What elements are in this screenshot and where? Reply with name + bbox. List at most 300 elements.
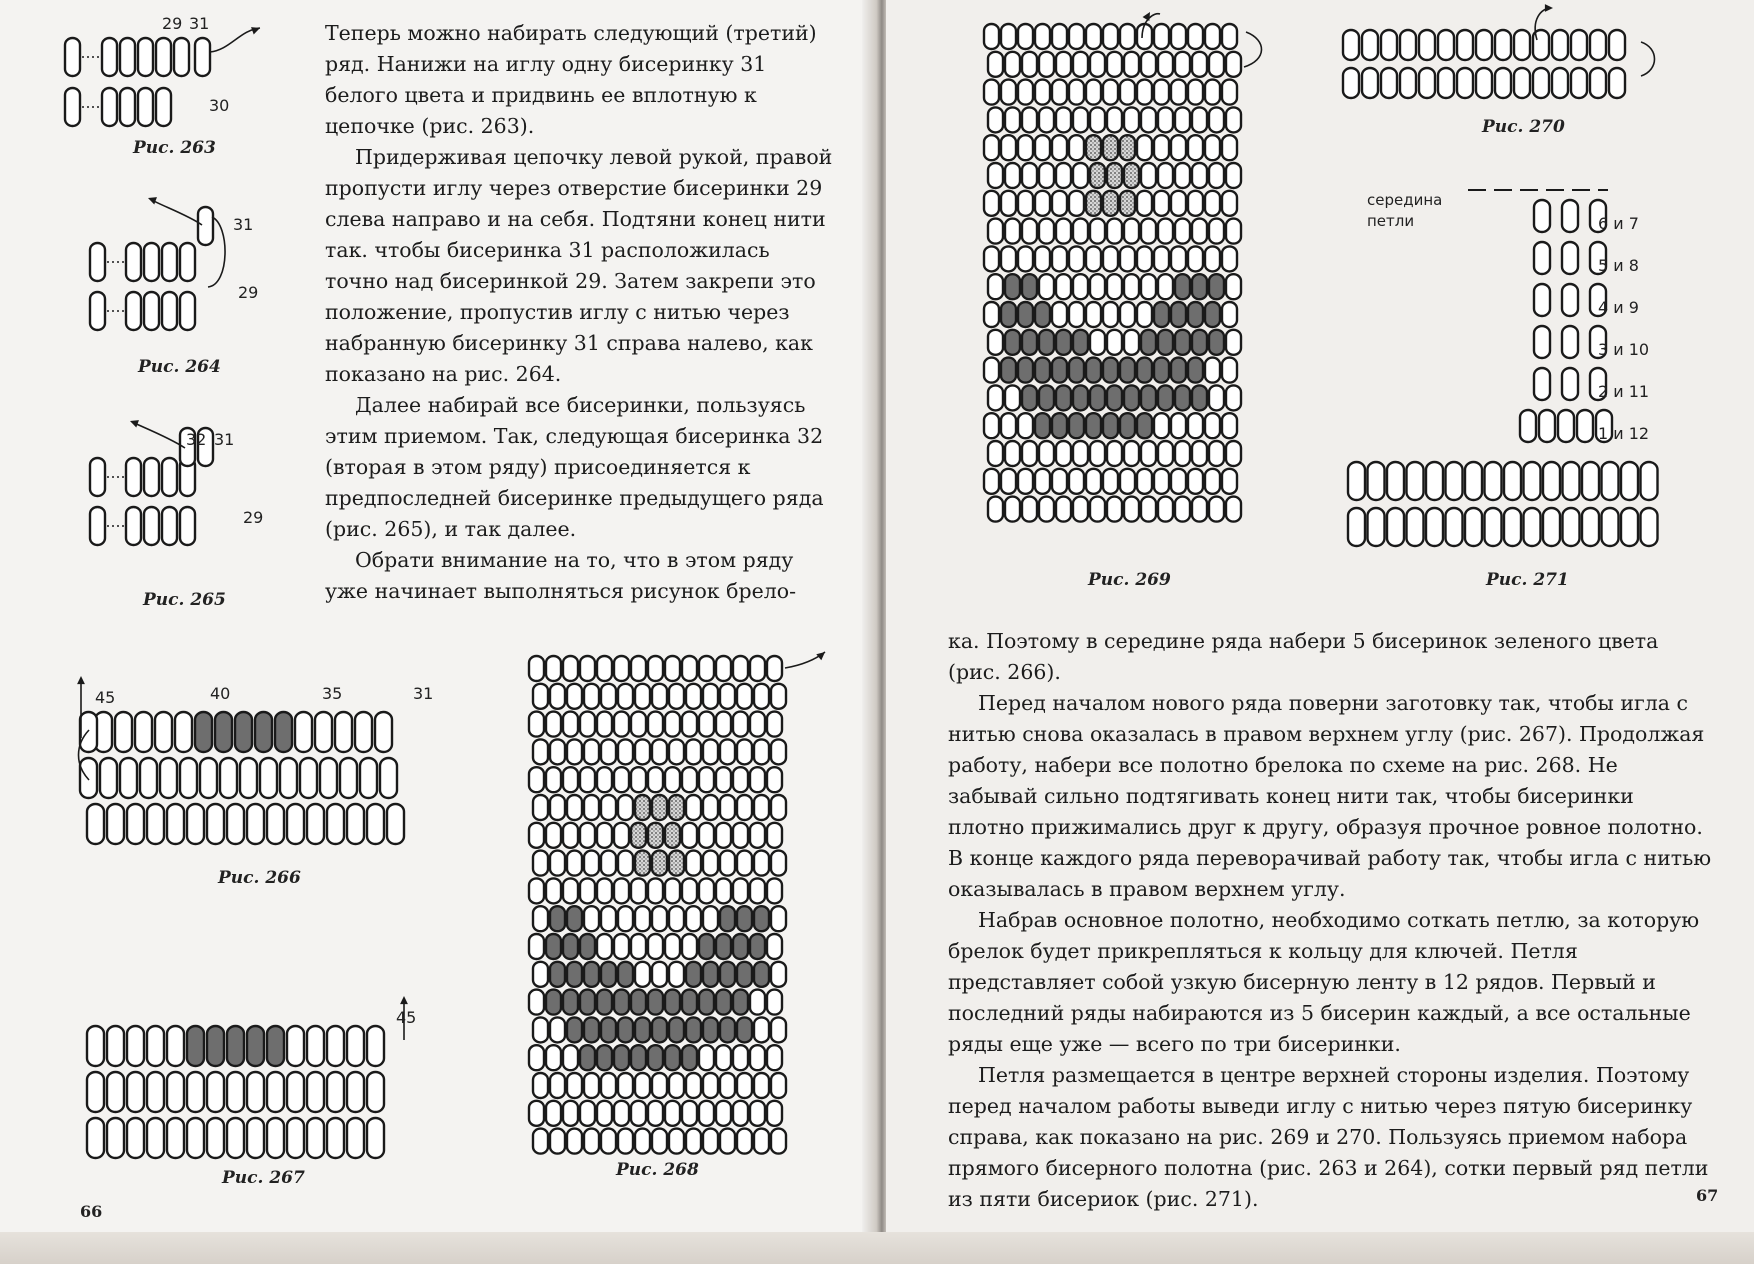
arrow-head bbox=[1143, 12, 1150, 21]
bead bbox=[1120, 135, 1135, 160]
bead bbox=[267, 1026, 284, 1066]
bead bbox=[174, 38, 189, 76]
arrow-head bbox=[251, 27, 260, 34]
bead bbox=[631, 878, 646, 903]
bead bbox=[631, 934, 646, 959]
bead bbox=[716, 823, 731, 848]
bead bbox=[635, 1129, 650, 1154]
bead bbox=[635, 739, 650, 764]
bead bbox=[1175, 441, 1190, 466]
bead bbox=[1226, 219, 1241, 244]
fig265-label-29: 29 bbox=[243, 508, 264, 527]
bead bbox=[227, 1072, 244, 1112]
bead bbox=[601, 1073, 616, 1098]
bead bbox=[1018, 24, 1033, 49]
bead bbox=[716, 878, 731, 903]
bead bbox=[1086, 469, 1101, 494]
bead bbox=[1039, 163, 1054, 188]
bead bbox=[360, 758, 377, 798]
bead bbox=[1348, 508, 1365, 546]
fig267-label-45: 45 bbox=[396, 1008, 417, 1027]
bead bbox=[563, 767, 578, 792]
bead bbox=[563, 712, 578, 737]
bead bbox=[1090, 497, 1105, 522]
bead bbox=[144, 507, 159, 545]
bead bbox=[754, 1073, 769, 1098]
bead bbox=[1107, 441, 1122, 466]
bead bbox=[1120, 302, 1135, 327]
bead bbox=[1137, 469, 1152, 494]
bead bbox=[1205, 191, 1220, 216]
bead bbox=[771, 962, 786, 987]
bead bbox=[1090, 441, 1105, 466]
bead bbox=[1018, 246, 1033, 271]
bead bbox=[703, 851, 718, 876]
figure-269 bbox=[982, 12, 1282, 557]
bead bbox=[1039, 497, 1054, 522]
bead bbox=[750, 878, 765, 903]
bead bbox=[102, 88, 117, 126]
bead bbox=[1171, 246, 1186, 271]
bead bbox=[1158, 385, 1173, 410]
bead bbox=[1534, 242, 1550, 274]
left-text-column bbox=[325, 18, 833, 607]
bead bbox=[1120, 246, 1135, 271]
bead bbox=[597, 767, 612, 792]
bead bbox=[546, 656, 561, 681]
bead bbox=[315, 712, 332, 752]
bead bbox=[1222, 413, 1237, 438]
bead bbox=[126, 458, 141, 496]
fig263-label-29: 29 bbox=[162, 14, 183, 33]
bead bbox=[1222, 24, 1237, 49]
bead bbox=[703, 684, 718, 709]
thread-line bbox=[210, 28, 260, 52]
bead bbox=[1175, 330, 1190, 355]
bead bbox=[1056, 330, 1071, 355]
bead bbox=[87, 1072, 104, 1112]
bead bbox=[1175, 497, 1190, 522]
bead bbox=[580, 767, 595, 792]
bead bbox=[160, 758, 177, 798]
bead bbox=[652, 1129, 667, 1154]
bead bbox=[1103, 358, 1118, 383]
bead bbox=[580, 656, 595, 681]
bead bbox=[1457, 30, 1473, 60]
bead bbox=[120, 758, 137, 798]
bead bbox=[584, 851, 599, 876]
bead bbox=[1103, 24, 1118, 49]
bead bbox=[631, 1045, 646, 1070]
bead bbox=[546, 823, 561, 848]
bead bbox=[1154, 358, 1169, 383]
bead bbox=[1073, 52, 1088, 77]
paragraph: ка. Поэтому в середине ряда набери 5 бисеринок зеленого цвета (рис. 266). bbox=[948, 629, 1659, 684]
bead bbox=[1120, 358, 1135, 383]
bead bbox=[1137, 302, 1152, 327]
bead bbox=[1086, 358, 1101, 383]
bead bbox=[988, 497, 1003, 522]
bead bbox=[1141, 219, 1156, 244]
bead bbox=[1552, 68, 1568, 98]
bead bbox=[703, 1129, 718, 1154]
bead bbox=[327, 1118, 344, 1158]
bead bbox=[135, 712, 152, 752]
bead bbox=[102, 38, 117, 76]
bead bbox=[1069, 413, 1084, 438]
bead bbox=[703, 1017, 718, 1042]
bead bbox=[648, 712, 663, 737]
bead bbox=[87, 804, 104, 844]
bead bbox=[580, 823, 595, 848]
bead bbox=[187, 1118, 204, 1158]
bead bbox=[1124, 163, 1139, 188]
bead bbox=[1018, 302, 1033, 327]
bead bbox=[669, 739, 684, 764]
bead bbox=[733, 767, 748, 792]
bead bbox=[1175, 107, 1190, 132]
fig269-caption: Рис. 269 bbox=[1088, 570, 1171, 590]
bead bbox=[1192, 330, 1207, 355]
bead bbox=[1590, 68, 1606, 98]
bead bbox=[669, 1073, 684, 1098]
bead bbox=[1052, 135, 1067, 160]
bead bbox=[1018, 413, 1033, 438]
bead bbox=[635, 1017, 650, 1042]
bead bbox=[614, 1101, 629, 1126]
bead bbox=[180, 758, 197, 798]
bead bbox=[771, 1017, 786, 1042]
bead bbox=[614, 990, 629, 1015]
bead bbox=[1154, 302, 1169, 327]
bead bbox=[1495, 68, 1511, 98]
bead bbox=[601, 851, 616, 876]
bead bbox=[635, 1073, 650, 1098]
bead bbox=[1226, 274, 1241, 299]
bead bbox=[750, 767, 765, 792]
bead bbox=[1154, 191, 1169, 216]
bead bbox=[699, 1045, 714, 1070]
bead bbox=[665, 1045, 680, 1070]
bead bbox=[1022, 52, 1037, 77]
bead bbox=[771, 739, 786, 764]
bead bbox=[750, 934, 765, 959]
bead bbox=[754, 962, 769, 987]
bead bbox=[1641, 508, 1658, 546]
bead bbox=[1175, 274, 1190, 299]
bead bbox=[716, 656, 731, 681]
bead bbox=[1562, 242, 1578, 274]
bead bbox=[1465, 508, 1482, 546]
bead bbox=[1090, 330, 1105, 355]
bead bbox=[1035, 302, 1050, 327]
bead bbox=[580, 1045, 595, 1070]
page-bottom-edge bbox=[0, 1232, 1754, 1264]
bead bbox=[247, 1072, 264, 1112]
bead bbox=[1457, 68, 1473, 98]
bead bbox=[1362, 68, 1378, 98]
bead bbox=[1175, 52, 1190, 77]
bead bbox=[1124, 107, 1139, 132]
bead bbox=[115, 712, 132, 752]
bead bbox=[138, 38, 153, 76]
bead bbox=[563, 878, 578, 903]
bead bbox=[156, 38, 171, 76]
bead bbox=[1476, 30, 1492, 60]
bead bbox=[648, 767, 663, 792]
bead bbox=[533, 1073, 548, 1098]
bead bbox=[367, 1026, 384, 1066]
bead bbox=[631, 767, 646, 792]
bead bbox=[652, 906, 667, 931]
bead bbox=[1039, 385, 1054, 410]
bead bbox=[584, 1017, 599, 1042]
bead bbox=[147, 1118, 164, 1158]
bead bbox=[988, 274, 1003, 299]
bead bbox=[1018, 80, 1033, 105]
bead bbox=[1137, 358, 1152, 383]
bead bbox=[652, 739, 667, 764]
bead bbox=[601, 1017, 616, 1042]
bead bbox=[1205, 413, 1220, 438]
bead bbox=[327, 1072, 344, 1112]
bead bbox=[584, 1073, 599, 1098]
bead bbox=[1001, 191, 1016, 216]
bead bbox=[162, 458, 177, 496]
bead bbox=[750, 1101, 765, 1126]
bead bbox=[287, 804, 304, 844]
bead bbox=[665, 878, 680, 903]
arrow-head bbox=[77, 676, 85, 684]
bead bbox=[300, 758, 317, 798]
bead bbox=[1073, 330, 1088, 355]
bead bbox=[533, 906, 548, 931]
bead bbox=[90, 292, 105, 330]
bead bbox=[563, 823, 578, 848]
bead bbox=[1158, 52, 1173, 77]
bead bbox=[240, 758, 257, 798]
bead bbox=[580, 878, 595, 903]
bead bbox=[307, 804, 324, 844]
thread-line bbox=[1641, 42, 1655, 76]
bead bbox=[1158, 497, 1173, 522]
bead bbox=[984, 302, 999, 327]
bead bbox=[737, 1129, 752, 1154]
bead bbox=[1086, 135, 1101, 160]
bead bbox=[529, 656, 544, 681]
bead bbox=[1226, 107, 1241, 132]
bead bbox=[533, 684, 548, 709]
bead bbox=[1602, 508, 1619, 546]
bead bbox=[1120, 191, 1135, 216]
fig271-row-label: 5 и 8 bbox=[1598, 256, 1639, 275]
bead bbox=[686, 1017, 701, 1042]
bead bbox=[771, 1073, 786, 1098]
bead bbox=[652, 851, 667, 876]
fig264-caption: Рис. 264 bbox=[138, 357, 221, 377]
bead bbox=[767, 656, 782, 681]
fig271-row-label: 3 и 10 bbox=[1598, 340, 1650, 359]
bead bbox=[267, 1072, 284, 1112]
bead bbox=[529, 1045, 544, 1070]
bead bbox=[699, 990, 714, 1015]
bead bbox=[529, 712, 544, 737]
bead bbox=[601, 795, 616, 820]
bead bbox=[380, 758, 397, 798]
bead bbox=[550, 906, 565, 931]
bead bbox=[1052, 24, 1067, 49]
bead bbox=[1188, 24, 1203, 49]
figure-268 bbox=[527, 652, 827, 1164]
bead bbox=[267, 804, 284, 844]
bead bbox=[682, 1101, 697, 1126]
bead bbox=[207, 1072, 224, 1112]
bead bbox=[215, 712, 232, 752]
bead bbox=[1107, 385, 1122, 410]
bead bbox=[1073, 274, 1088, 299]
bead bbox=[1534, 368, 1550, 400]
bead bbox=[737, 795, 752, 820]
bead bbox=[635, 795, 650, 820]
bead bbox=[669, 1129, 684, 1154]
bead bbox=[1426, 508, 1443, 546]
bead bbox=[127, 1026, 144, 1066]
bead bbox=[1188, 80, 1203, 105]
bead bbox=[771, 795, 786, 820]
bead bbox=[65, 38, 80, 76]
bead bbox=[652, 1017, 667, 1042]
bead bbox=[1446, 508, 1463, 546]
bead bbox=[187, 1026, 204, 1066]
thread-line bbox=[150, 199, 202, 225]
bead bbox=[767, 1101, 782, 1126]
bead bbox=[1056, 274, 1071, 299]
bead bbox=[1069, 469, 1084, 494]
bead bbox=[686, 851, 701, 876]
paragraph: Петля размещается в центре верхней стороны изделия. Поэтому перед началом работы выведи иглу с нитью через пятую бисеринку справа, как показано на рис. 269 и 270. Пользуясь приемом набора прямого бисерного полотна (рис. 263 и 264), сотки первый ряд петли из пяти бисериок (рис. 271). bbox=[948, 1063, 1709, 1211]
bead bbox=[1602, 462, 1619, 500]
figure-271 bbox=[1348, 190, 1693, 550]
bead bbox=[1022, 163, 1037, 188]
bead bbox=[733, 1101, 748, 1126]
bead bbox=[1419, 30, 1435, 60]
bead bbox=[1056, 52, 1071, 77]
bead bbox=[147, 1026, 164, 1066]
bead bbox=[1018, 358, 1033, 383]
bead bbox=[1387, 508, 1404, 546]
bead bbox=[720, 962, 735, 987]
bead bbox=[669, 684, 684, 709]
paragraph: Набрав основное полотно, необходимо соткать петлю, за которую брелок будет прикрепляться к кольцу для ключей. Петля представляет собой узкую бисерную ленту в 12 рядов. Первый и последний ряды набираются из 5 бисерин каждый, а все остальные ряды еще уже — всего по три бисеринки. bbox=[948, 908, 1700, 1056]
bead bbox=[198, 207, 213, 245]
bead bbox=[1476, 68, 1492, 98]
bead bbox=[716, 990, 731, 1015]
bead bbox=[307, 1118, 324, 1158]
bead bbox=[1141, 441, 1156, 466]
bead bbox=[1090, 107, 1105, 132]
bead bbox=[546, 934, 561, 959]
bead bbox=[682, 990, 697, 1015]
bead bbox=[1407, 462, 1424, 500]
bead bbox=[1073, 107, 1088, 132]
bead bbox=[614, 656, 629, 681]
bead bbox=[682, 767, 697, 792]
bead bbox=[1141, 330, 1156, 355]
bead bbox=[335, 712, 352, 752]
bead bbox=[1520, 410, 1536, 442]
bead bbox=[984, 413, 999, 438]
bead bbox=[988, 330, 1003, 355]
bead bbox=[1562, 284, 1578, 316]
bead bbox=[601, 1129, 616, 1154]
bead bbox=[167, 1118, 184, 1158]
bead bbox=[187, 1072, 204, 1112]
bead bbox=[1524, 462, 1541, 500]
bead bbox=[1158, 219, 1173, 244]
bead bbox=[1158, 330, 1173, 355]
bead bbox=[287, 1072, 304, 1112]
bead bbox=[618, 851, 633, 876]
bead bbox=[1107, 497, 1122, 522]
bead bbox=[635, 962, 650, 987]
bead bbox=[1343, 30, 1359, 60]
bead bbox=[1188, 358, 1203, 383]
bead bbox=[1209, 219, 1224, 244]
bead bbox=[1175, 219, 1190, 244]
bead bbox=[80, 758, 97, 798]
bead bbox=[1124, 52, 1139, 77]
bead bbox=[631, 712, 646, 737]
bead bbox=[1407, 508, 1424, 546]
bead bbox=[1001, 358, 1016, 383]
bead bbox=[1001, 246, 1016, 271]
bead bbox=[767, 878, 782, 903]
bead bbox=[720, 851, 735, 876]
bead bbox=[984, 469, 999, 494]
right-text-column bbox=[948, 626, 1713, 1215]
bead bbox=[529, 934, 544, 959]
bead bbox=[107, 1118, 124, 1158]
bead bbox=[1001, 302, 1016, 327]
arrow-head bbox=[1545, 4, 1553, 12]
bead bbox=[652, 795, 667, 820]
bead bbox=[1609, 30, 1625, 60]
bead bbox=[1222, 302, 1237, 327]
bead bbox=[307, 1072, 324, 1112]
bead bbox=[1107, 330, 1122, 355]
bead bbox=[563, 990, 578, 1015]
bead bbox=[1035, 80, 1050, 105]
bead bbox=[669, 906, 684, 931]
bead bbox=[175, 712, 192, 752]
bead bbox=[1039, 52, 1054, 77]
bead bbox=[567, 1017, 582, 1042]
bead bbox=[1226, 385, 1241, 410]
bead bbox=[1137, 24, 1152, 49]
bead bbox=[1577, 410, 1593, 442]
bead bbox=[1073, 219, 1088, 244]
bead bbox=[550, 684, 565, 709]
bead bbox=[1524, 508, 1541, 546]
bead bbox=[601, 739, 616, 764]
bead bbox=[207, 804, 224, 844]
bead bbox=[1107, 219, 1122, 244]
bead bbox=[162, 507, 177, 545]
bead bbox=[1387, 462, 1404, 500]
bead bbox=[1069, 80, 1084, 105]
bead bbox=[1005, 330, 1020, 355]
bead bbox=[984, 191, 999, 216]
